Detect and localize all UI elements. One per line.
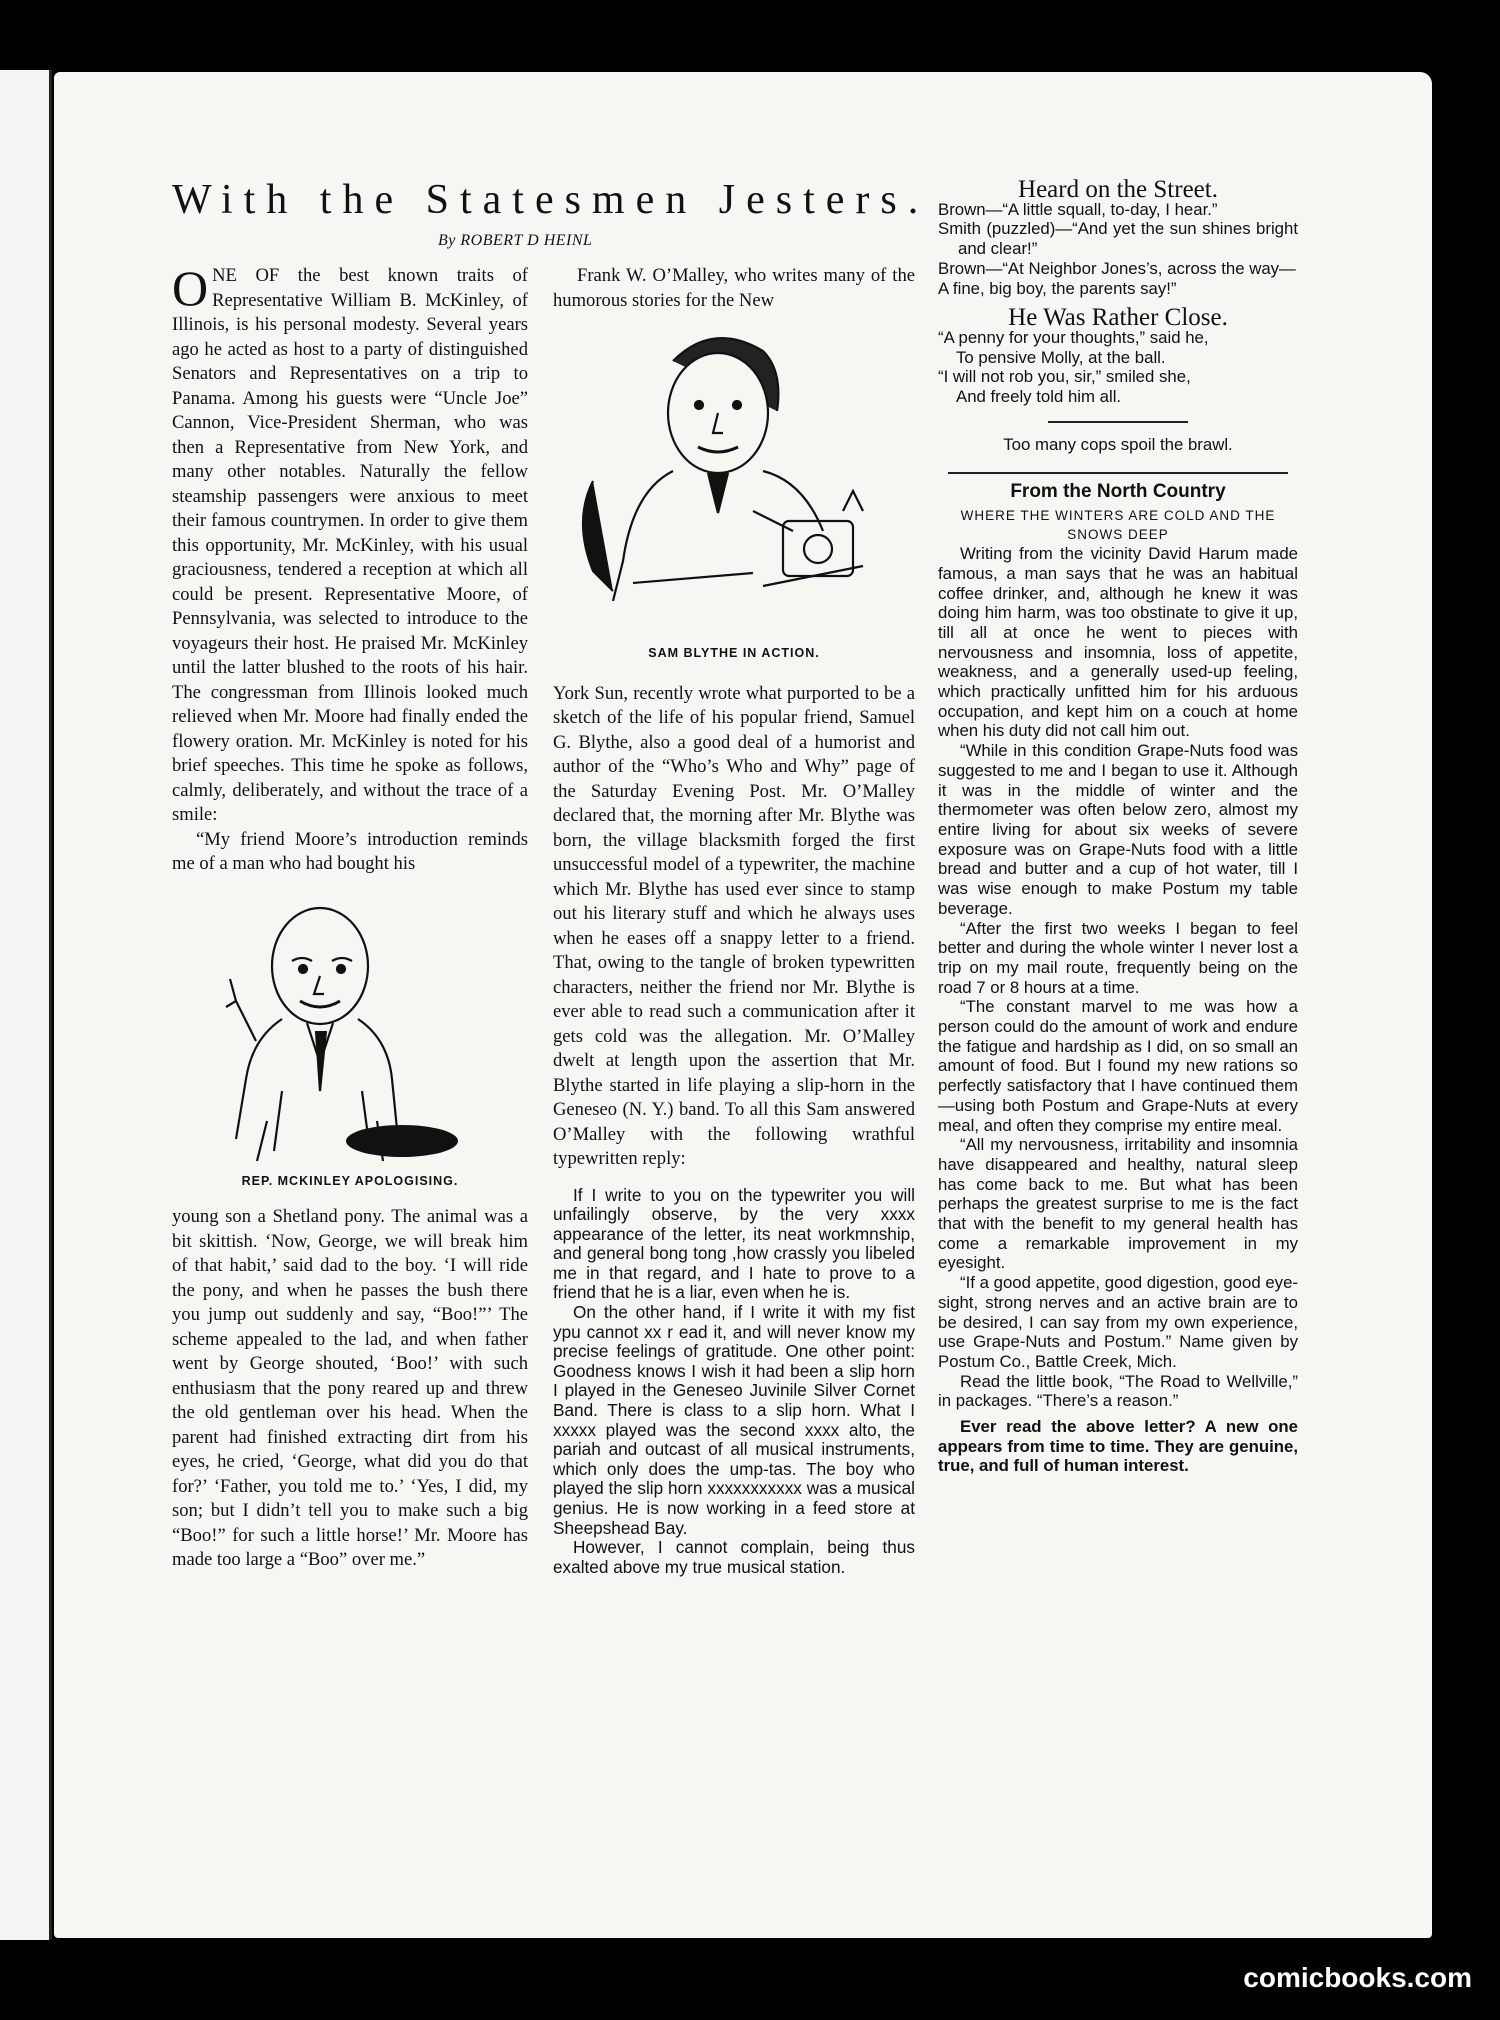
drop-cap: O [172,260,209,316]
letter-paragraph-3: However, I cannot complain, being thus exalted above my true musical station. [553,1537,915,1577]
north-paragraph-2: “While in this condition Grape-Nuts food was suggested to me and I began to use it. Although it was in the middle of winter and the thermometer was often below zero, almost my entire living for about six weeks of severe exposure was on Grape-Nuts food with a little bread and butter and a cup of hot water, till I was wise enough to make Postum my table beverage. [938,741,1298,918]
close-line-2: To pensive Molly, at the ball. [956,347,1166,367]
byline: By ROBERT D HEINL [438,232,593,249]
site-watermark: comicbooks.com [1243,1962,1472,1993]
caption-blythe: SAM BLYTHE IN ACTION. [648,646,820,660]
close-title: He Was Rather Close. [1008,304,1228,332]
north-paragraph-6: “If a good appetite, good digestion, good eye-sight, strong nerves and an active brain are to be desired, I can say from my own experience, use Grape-Nuts and Postum.” Name given by Postum Co., Battle Creek, Mich. [938,1273,1298,1371]
heard-line-2: Smith (puzzled)—“And yet the sun shines bright and clear!” [938,219,1298,259]
previous-page-edge [0,70,52,1940]
article-title: With the Statesmen Jesters. [172,177,930,223]
divider-short [1048,421,1188,423]
paragraph-omalley-start: Frank W. O’Malley, who writes many of the humorous stories for the New [553,265,915,311]
north-paragraph-4: “The constant marvel to me was how a person could do the amount of work and endure the fatigue and hardship as I did, on so small an amount of food. But I found my new rations so perfectly satisfactory that I have continued them —using both Postum and Grape-Nuts at every meal, and often they comprise my entire meal. [938,997,1298,1135]
letter-paragraph-1: If I write to you on the typewriter you will unfailingly observe, by the very xxxx appearance of the letter, its neat workmnship, and general bong tong ,how crassly you libeled me in that regard, and I hate to prove to a friend that he is a liar, even when he is. [553,1184,915,1303]
north-paragraph-5: “All my nervousness, irritability and insomnia have disappeared and healthy, natural sleep has come back to me. But what has been perhaps the greatest surprise to me is the fact that with the benefit to my general health has come a remarkable improvement in my eyesight. [938,1135,1298,1273]
heard-line-3: Brown—“At Neighbor Jones’s, across the way— [938,258,1296,278]
sidebar-column [938,176,1298,1476]
caption-mckinley: REP. MCKINLEY APOLOGISING. [241,1173,459,1188]
close-line-3: “I will not rob you, sir,” smiled she, [938,367,1191,387]
north-closing-note: Ever read the above letter? A new one appears from time to time. They are genuine, true, and full of human interest. [938,1417,1298,1476]
blythe-illustration [553,321,915,635]
heard-line-1: Brown—“A little squall, to-day, I hear.” [938,199,1218,219]
close-line-1: “A penny for your thoughts,” said he, [938,327,1209,347]
divider-long [948,472,1288,474]
mckinley-cartoon [172,891,528,1163]
typewritten-reply [553,1186,915,1578]
north-paragraph-7: Read the little book, “The Road to Wellville,” in packages. “There’s a reason.” [938,1371,1298,1411]
paragraph-omalley-story: York Sun, recently wrote what purported to be a sketch of the life of his popular friend, Samuel G. Blythe, also a good deal of a humorist and author of the “Who’s Who and Why” page of the Saturday Evening Post. Mr. O’Malley declared that, the morning after Mr. Blythe was born, the village blacksmith forged the first unsuccessful model of a typewriter, the machine which Mr. Blythe has used ever since to stamp out his literary stuff and which he always uses when he eases off a snappy letter to a friend. That, owing to the tangle of broken typewritten characters, neither the friend nor Mr. Blythe is ever able to read such a communication after it gets cold was the allegation. Mr. O’Malley dwelt at length upon the assertion that Mr. Blythe started in life playing a slip-horn in the Geneseo (N. Y.) band. To all this Sam answered O’Malley with the following wrathful typewritten reply: [553,682,915,1169]
blythe-cartoon [553,321,915,635]
heard-line-4: A fine, big boy, the parents say!” [938,278,1177,298]
column-2 [553,264,915,1577]
paragraph-pony-story: young son a Shetland pony. The animal was a bit skittish. ‘Now, George, we will break him of that habit,’ said dad to the boy. ‘I will ride the pony, and when he passes the bush there you jump out suddenly and say, “Boo!”’ The scheme appealed to the lad, and when father went by George shouted, ‘Boo!’ with such enthusiasm that the pony reared up and threw the old gentleman over his head. When the parent had finished extracting dirt from his eyes, he cried, ‘George, what did you do that for?’ ‘Father, you told me to.’ ‘Yes, I did, my son; but I didn’t tell you to make such a big “Boo!” for such a little horse!’ Mr. Moore has made too large a “Boo” over me.” [172,1206,528,1570]
north-title: From the North Country [1010,481,1226,503]
paragraph-quote-start: “My friend Moore’s introduction reminds me of a man who had bought his [172,828,528,874]
paragraph-intro: ONE OF the best known traits of Representative William B. McKinley, of Illinois, is his personal modesty. Several years ago he acted as host to a party of distinguished Senators and Representatives on a trip to Panama. Among his guests were “Uncle Joe” Cannon, Vice-President Sherman, who was then a Representative from New York, and many other notables. Naturally the fellow steamship passengers were anxious to meet their famous countrymen. In order to give them this opportunity, Mr. McKinley, with his usual graciousness, tendered a reception at which all could be present. Representative Moore, of Pennsylvania, was selected to introduce to the voyageurs their host. He praised Mr. McKinley until the latter blushed to the roots of his hair. The congressman from Illinois looked much relieved when Mr. Moore had finally ended the flowery oration. Mr. McKinley is noted for his brief speeches. This time he spoke as follows, calmly, deliberately, and without the trace of a smile: [172,260,528,825]
heard-title: Heard on the Street. [1018,176,1218,203]
cops-quip: Too many cops spoil the brawl. [1003,434,1233,454]
north-paragraph-1: Writing from the vicinity David Harum made famous, a man says that he was an habitual coffee drinker, and, although he knew it was doing him harm, was too obstinate to give it up, till all at once he went to pieces with nervousness and insomnia, loss of appetite, weakness, and a generally used-up feeling, which practically unfitted him for his arduous occupation, and kept him on a couch at home when his duty did not call him out. [938,544,1298,741]
north-subtitle: WHERE THE WINTERS ARE COLD AND THE SNOWS DEEP [960,508,1276,543]
close-line-4: And freely told him all. [956,387,1122,407]
north-paragraph-3: “After the first two weeks I began to feel better and during the whole winter I never lost a trip on my mail route, frequently being on the road 7 or 8 hours at a time. [938,918,1298,997]
mckinley-illustration [172,891,528,1163]
column-1 [172,260,528,1573]
letter-paragraph-2: On the other hand, if I write it with my fist ypu cannot xx r ead it, and will never know my precise feelings of gratitude. One other point: Goodness knows I wish it had been a slip horn I played in the Geneseo Juvinile Silver Cornet Band. There is class to a slip horn. What I xxxxx played was the second xxxx alto, the pariah and outcast of all musical instruments, which only does the ump-tas. The boy who played the slip horn xxxxxxxxxxx was a musical genius. He is now working in a feed store at Sheepshead Bay. [553,1302,915,1538]
